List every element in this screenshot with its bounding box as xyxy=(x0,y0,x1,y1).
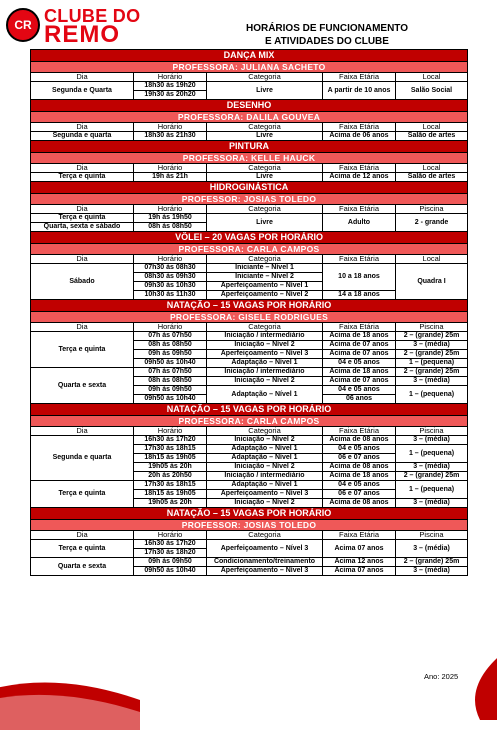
table-row: 18h15 às 19h05 Adaptação – Nível 1 06 e 07 anos xyxy=(31,454,468,463)
header-row: Dia Horário Categoria Faixa Etária Local xyxy=(31,255,468,264)
professor-row: PROFESSORA: KELLE HAUCK xyxy=(31,153,468,164)
table-row: Terça e quinta 07h às 07h50 Iniciação / intermediário Acima de 18 anos 2 – (grande) 25m xyxy=(31,332,468,341)
logo-text-line2: REMO xyxy=(44,21,120,48)
section-title: NATAÇÃO – 15 VAGAS POR HORÁRIO xyxy=(31,404,468,416)
section-title: DESENHO xyxy=(31,100,468,112)
table-row: 09h50 às 10h40 Adaptação – Nível 1 04 e 05 anos 1 – (pequena) xyxy=(31,359,468,368)
table-row: 08h às 08h50 Iniciação – Nível 2 Acima de 07 anos 3 – (média) xyxy=(31,377,468,386)
section-title: PINTURA xyxy=(31,141,468,153)
logo-text-line1: CLUBE DO xyxy=(44,6,141,26)
professor-row: PROFESSORA: CARLA CAMPOS xyxy=(31,416,468,427)
table-row: Terça e quinta 19h às 21h Livre Acima de 12 anos Salão de artes xyxy=(31,173,468,182)
table-row: 09h50 às 10h40 Aperfeiçoamento – Nível 3 Acima 07 anos 3 – (média) xyxy=(31,567,468,576)
table-row: 09h às 09h50 Aperfeiçoamento – Nível 3 Acima de 07 anos 2 – (grande) 25m xyxy=(31,350,468,359)
section-title: VÔLEI – 20 VAGAS POR HORÁRIO xyxy=(31,232,468,244)
table-row: 17h30 às 18h15 Adaptação – Nível 1 04 e 05 anos 1 – (pequena) xyxy=(31,445,468,454)
page-header xyxy=(0,0,497,48)
table-row: Terça e quinta 17h30 às 18h15 Adaptação – Nível 1 04 e 05 anos 1 – (pequena) xyxy=(31,481,468,490)
table-row: 08h30 às 09h30 Iniciante – Nível 2 xyxy=(31,273,468,282)
professor-row: PROFESSORA: JULIANA SACHETO xyxy=(31,62,468,73)
table-row: 19h05 às 20h Iniciação – Nível 2 Acima de 08 anos 3 – (média) xyxy=(31,463,468,472)
club-logo xyxy=(6,6,156,48)
professor-row: PROFESSORA: CARLA CAMPOS xyxy=(31,244,468,255)
table-row: 18h15 às 19h05 Aperfeiçoamento – Nível 3 06 e 07 anos xyxy=(31,490,468,499)
professor-row: PROFESSORA: DALILA GOUVEA xyxy=(31,112,468,123)
header-row: Dia Horário Categoria Faixa Etária Piscina xyxy=(31,205,468,214)
table-row: 08h às 08h50 Iniciação – Nível 2 Acima de 07 anos 3 – (média) xyxy=(31,341,468,350)
table-row: Segunda e quarta 18h30 às 21h30 Livre Acima de 06 anos Salão de artes xyxy=(31,132,468,141)
table-row: 09h50 às 10h40 06 anos xyxy=(31,395,468,404)
club-crest-icon: CR xyxy=(6,8,40,42)
table-row: Quarta, sexta e sábado 08h às 08h50 xyxy=(31,223,468,232)
professor-row: PROFESSOR: JOSIAS TOLEDO xyxy=(31,520,468,531)
professor-row: PROFESSORA: GISELE RODRIGUES xyxy=(31,312,468,323)
table-row: 19h05 às 20h Iniciação – Nível 2 Acima de 08 anos 3 – (média) xyxy=(31,499,468,508)
header-row: Dia Horário Categoria Faixa Etária Local xyxy=(31,73,468,82)
schedule-table xyxy=(30,49,467,576)
table-row: Sábado 07h30 às 08h30 Iniciante – Nível 1 10 a 18 anos Quadra I xyxy=(31,264,468,273)
table-row: Segunda e quarta 16h30 às 17h20 Iniciação – Nível 2 Acima de 08 anos 3 – (média) xyxy=(31,436,468,445)
table-row: 10h30 às 11h30 Aperfeiçoamento – Nível 2 14 a 18 anos xyxy=(31,291,468,300)
table-row: 19h30 às 20h20 xyxy=(31,91,468,100)
professor-row: PROFESSOR: JOSIAS TOLEDO xyxy=(31,194,468,205)
header-row: Dia Horário Categoria Faixa Etária Piscina xyxy=(31,323,468,332)
table-row: Quarta e sexta 09h às 09h50 Condicionamento/treinamento Acima 12 anos 2 – (grande) 25m xyxy=(31,558,468,567)
decorative-swoosh-left xyxy=(0,660,140,730)
table-row: Segunda e Quarta 18h30 às 19h20 Livre A partir de 10 anos Salão Social xyxy=(31,82,468,91)
section-title: NATAÇÃO – 15 VAGAS POR HORÁRIO xyxy=(31,300,468,312)
table-row: 20h às 20h50 Iniciação / intermediário Acima de 18 anos 2 – (grande) 25m xyxy=(31,472,468,481)
page-title: HORÁRIOS DE FUNCIONAMENTO E ATIVIDADES DO CLUBE xyxy=(245,23,409,47)
footer-year: Ano: 2025 xyxy=(424,672,459,681)
header-row: Dia Horário Categoria Faixa Etária Local xyxy=(31,164,468,173)
header-row: Dia Horário Categoria Faixa Etária Piscina xyxy=(31,427,468,436)
table-row: 17h30 às 18h20 xyxy=(31,549,468,558)
table-row: Terça e quinta 16h30 às 17h20 Aperfeiçoamento – Nível 3 Acima 07 anos 3 – (média) xyxy=(31,540,468,549)
section-title: DANÇA MIX xyxy=(31,50,468,62)
header-row: Dia Horário Categoria Faixa Etária Local xyxy=(31,123,468,132)
section-title: HIDROGINÁSTICA xyxy=(31,182,468,194)
section-title: NATAÇÃO – 15 VAGAS POR HORÁRIO xyxy=(31,508,468,520)
table-row: Terça e quinta 19h às 19h50 Livre Adulto 2 - grande xyxy=(31,214,468,223)
table-row: Quarta e sexta 07h às 07h50 Iniciação / intermediário Acima de 18 anos 2 – (grande) 25m xyxy=(31,368,468,377)
header-row: Dia Horário Categoria Faixa Etária Piscina xyxy=(31,531,468,540)
table-row: 09h30 às 10h30 Aperfeiçoamento – Nível 1 xyxy=(31,282,468,291)
table-row: 09h às 09h50 Adaptação – Nível 1 04 e 05 anos 1 – (pequena) xyxy=(31,386,468,395)
